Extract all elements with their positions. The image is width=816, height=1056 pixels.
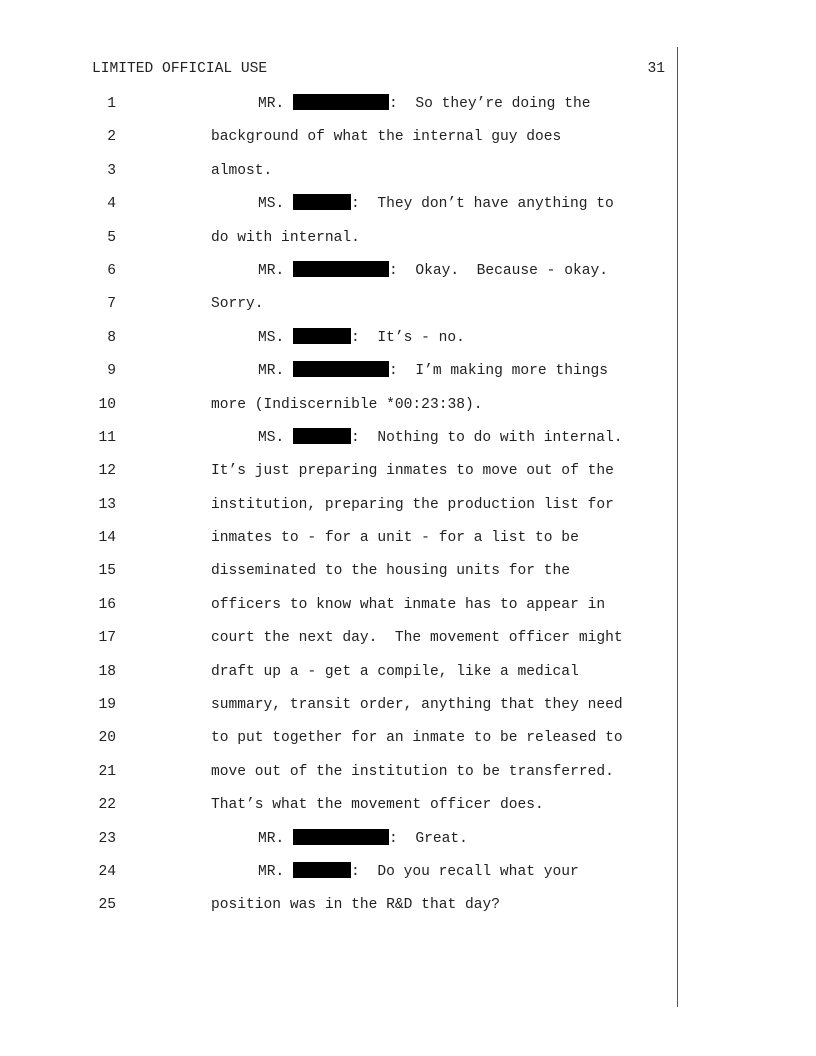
redaction-box <box>293 829 389 845</box>
speaker-label: MR. <box>258 830 285 847</box>
line-number: 22 <box>98 797 116 814</box>
speaker-label: MR. <box>258 96 285 112</box>
line-text <box>258 422 623 455</box>
line-text <box>258 255 608 288</box>
utterance-text: : Do you recall what your <box>351 863 579 880</box>
redaction-box <box>293 261 389 277</box>
line-number: 2 <box>107 129 116 146</box>
redaction-box <box>293 862 351 878</box>
redaction-box <box>293 361 389 377</box>
transcript-line <box>0 722 816 755</box>
transcript-line <box>0 121 816 154</box>
line-number: 21 <box>98 763 116 780</box>
line-number: 20 <box>98 730 116 747</box>
line-text <box>211 722 623 755</box>
utterance-text: : Okay. Because - okay. <box>389 262 608 279</box>
utterance-text: inmates to - for a unit - for a list to be <box>211 530 579 547</box>
line-number: 24 <box>98 863 116 880</box>
line-number: 10 <box>98 396 116 413</box>
line-text <box>211 121 561 154</box>
utterance-text: do with internal. <box>211 229 360 246</box>
line-text <box>211 789 544 822</box>
line-number: 19 <box>98 697 116 714</box>
transcript-line <box>0 355 816 388</box>
transcript-line <box>0 589 816 622</box>
transcript-line <box>0 322 816 355</box>
transcript-line <box>0 222 816 255</box>
line-number: 13 <box>98 496 116 513</box>
utterance-text: : So they’re doing the <box>389 96 591 112</box>
speaker-label: MS. <box>258 196 285 213</box>
utterance-text: background of what the internal guy does <box>211 129 562 146</box>
line-text <box>258 188 614 221</box>
transcript-line <box>0 889 816 922</box>
redaction-box <box>293 194 351 210</box>
line-number: 7 <box>107 296 116 313</box>
speaker-label: MR. <box>258 262 285 279</box>
transcript-line <box>0 389 816 422</box>
line-text <box>211 622 623 655</box>
utterance-text: : Nothing to do with internal. <box>351 429 623 446</box>
transcript-line <box>0 489 816 522</box>
line-text <box>258 823 468 856</box>
utterance-text: institution, preparing the production list for <box>211 496 614 513</box>
utterance-text: Sorry. <box>211 296 264 313</box>
line-text <box>211 522 579 555</box>
line-number: 5 <box>107 229 116 246</box>
speaker-label: MS. <box>258 429 285 446</box>
line-text <box>211 489 614 522</box>
line-text <box>211 222 360 255</box>
line-number: 11 <box>98 429 116 446</box>
line-text <box>211 889 500 922</box>
page-number: 31 <box>647 61 665 77</box>
redaction-box <box>293 94 389 110</box>
transcript-line <box>0 789 816 822</box>
transcript-line <box>0 155 816 188</box>
line-number: 25 <box>98 897 116 914</box>
transcript-line <box>0 422 816 455</box>
transcript-line <box>0 88 816 121</box>
redaction-box <box>293 328 351 344</box>
utterance-text: : They don’t have anything to <box>351 196 614 213</box>
transcript-line <box>0 656 816 689</box>
line-text <box>258 322 465 355</box>
line-number: 18 <box>98 663 116 680</box>
line-text <box>258 355 608 388</box>
utterance-text: court the next day. The movement officer might <box>211 630 623 647</box>
utterance-text: position was in the R&D that day? <box>211 897 501 914</box>
transcript-line <box>0 622 816 655</box>
transcript-line <box>0 856 816 889</box>
line-number: 15 <box>98 563 116 580</box>
transcript-line <box>0 188 816 221</box>
line-number: 6 <box>107 262 116 279</box>
transcript-line <box>0 823 816 856</box>
redaction-box <box>293 428 351 444</box>
line-text <box>211 555 570 588</box>
line-number: 16 <box>98 596 116 613</box>
utterance-text: : I’m making more things <box>389 363 608 380</box>
utterance-text: : It’s - no. <box>351 329 465 346</box>
line-text <box>211 656 579 689</box>
utterance-text: almost. <box>211 162 273 179</box>
transcript-line <box>0 255 816 288</box>
line-text <box>211 389 483 422</box>
line-number: 14 <box>98 530 116 547</box>
transcript-line <box>0 555 816 588</box>
line-number: 17 <box>98 630 116 647</box>
transcript-line <box>0 288 816 321</box>
line-text <box>211 288 264 321</box>
line-text <box>258 856 579 889</box>
transcript-line <box>0 689 816 722</box>
transcript-lines <box>0 88 816 923</box>
line-number: 1 <box>107 96 116 112</box>
utterance-text: more (Indiscernible *00:23:38). <box>211 396 483 413</box>
utterance-text: That’s what the movement officer does. <box>211 797 544 814</box>
transcript-line <box>0 522 816 555</box>
utterance-text: move out of the institution to be transferred. <box>211 763 614 780</box>
utterance-text: officers to know what inmate has to appear in <box>211 596 606 613</box>
utterance-text: : Great. <box>389 830 468 847</box>
transcript-line <box>0 455 816 488</box>
line-text <box>211 689 623 722</box>
line-number: 8 <box>107 329 116 346</box>
utterance-text: summary, transit order, anything that they need <box>211 697 623 714</box>
line-number: 12 <box>98 463 116 480</box>
speaker-label: MR. <box>258 863 285 880</box>
utterance-text: draft up a - get a compile, like a medical <box>211 663 579 680</box>
utterance-text: disseminated to the housing units for the <box>211 563 571 580</box>
utterance-text: It’s just preparing inmates to move out of the <box>211 463 614 480</box>
line-text <box>211 455 614 488</box>
utterance-text: to put together for an inmate to be released to <box>211 730 623 747</box>
classification-header: LIMITED OFFICIAL USE <box>92 61 268 77</box>
line-text <box>211 589 605 622</box>
line-number: 3 <box>107 162 116 179</box>
line-number: 4 <box>107 196 116 213</box>
line-text <box>211 756 614 789</box>
line-text <box>211 155 272 188</box>
line-number: 9 <box>107 363 116 380</box>
transcript-line <box>0 756 816 789</box>
speaker-label: MR. <box>258 363 285 380</box>
line-text <box>258 88 590 121</box>
speaker-label: MS. <box>258 329 285 346</box>
line-number: 23 <box>98 830 116 847</box>
